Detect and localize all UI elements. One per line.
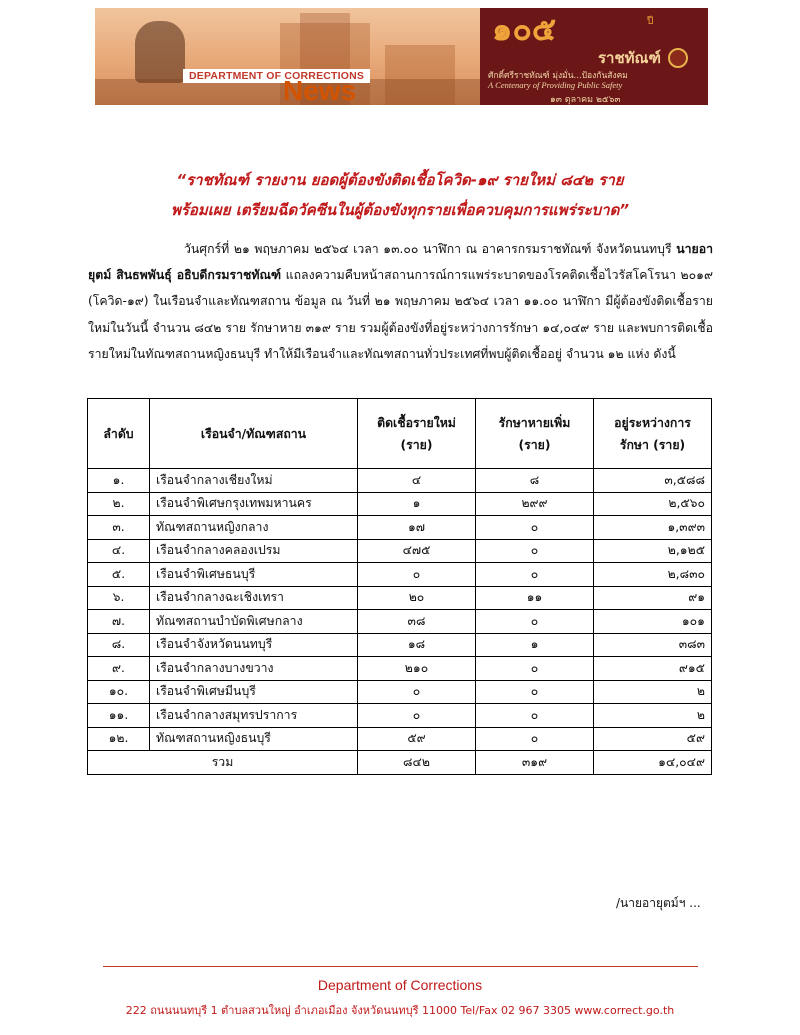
row-treating: ๒ — [594, 680, 712, 704]
table-row — [88, 704, 712, 728]
row-recovered: ๐ — [476, 704, 594, 728]
anniversary-slogan-en: A Centenary of Providing Public Safety — [488, 80, 623, 90]
anniversary-brand: ราชทัณฑ์ — [598, 49, 661, 67]
headline-line-2: พร้อมเผย เตรียมฉีดวัคซีนในผู้ต้องขังทุกรายเพื่อควบคุมการแพร่ระบาด” — [170, 201, 630, 219]
row-new: ๑๘ — [358, 633, 476, 657]
headline — [60, 165, 740, 225]
row-name: เรือนจำกลางฉะเชิงเทรา — [150, 586, 358, 610]
anniversary-suffix: ปี — [647, 16, 654, 27]
row-no: ๑๒. — [88, 727, 150, 751]
row-treating: ๑,๓๙๓ — [594, 516, 712, 540]
anniversary-slogan: ศักดิ์ศรีราชทัณฑ์ มุ่งมั่น...ป้องกันสังคม — [488, 71, 628, 81]
row-recovered: ๑ — [476, 633, 594, 657]
row-name: ทัณฑสถานหญิงธนบุรี — [150, 727, 358, 751]
guard-silhouette — [135, 21, 185, 83]
table-row — [88, 727, 712, 751]
row-no: ๑. — [88, 469, 150, 493]
infection-table — [87, 398, 712, 775]
footer-divider — [103, 966, 698, 967]
banner-photo-panel — [95, 8, 480, 105]
row-no: ๔. — [88, 539, 150, 563]
total-recovered: ๓๑๙ — [476, 751, 594, 775]
row-treating: ๒ — [594, 704, 712, 728]
row-name: เรือนจำกลางเชียงใหม่ — [150, 469, 358, 493]
row-new: ๐ — [358, 680, 476, 704]
header-treating-line2: รักษา (ราย) — [619, 437, 686, 452]
row-new: ๓๘ — [358, 610, 476, 634]
row-new: ๔๗๕ — [358, 539, 476, 563]
row-treating: ๑๐๑ — [594, 610, 712, 634]
row-new: ๐ — [358, 704, 476, 728]
row-no: ๓. — [88, 516, 150, 540]
row-recovered: ๐ — [476, 516, 594, 540]
row-treating: ๕๙ — [594, 727, 712, 751]
total-label: รวม — [88, 751, 358, 775]
row-recovered: ๐ — [476, 680, 594, 704]
row-no: ๑๐. — [88, 680, 150, 704]
table-header-row — [88, 399, 712, 469]
headline-line-1: “ราชทัณฑ์ รายงาน ยอดผู้ต้องขังติดเชื้อโควิด-๑๙ รายใหม่ ๘๔๒ ราย — [176, 171, 624, 189]
row-new: ๐ — [358, 563, 476, 587]
row-name: เรือนจำพิเศษธนบุรี — [150, 563, 358, 587]
header-recovered-line1: รักษาหายเพิ่ม — [498, 415, 571, 430]
footer-address: 222 ถนนนนทบุรี 1 ตำบลสวนใหญ่ อำเภอเมือง จังหวัดนนทบุรี 11000 Tel/Fax 02 967 3305 www.correct.go.th — [125, 1004, 675, 1017]
article-paragraph — [88, 236, 713, 367]
header-new — [358, 399, 476, 469]
row-name: เรือนจำพิเศษมีนบุรี — [150, 680, 358, 704]
anniversary-panel — [480, 8, 708, 105]
anniversary-date: ๑๓ ตุลาคม ๒๕๖๓ — [550, 95, 621, 105]
table-body — [88, 469, 712, 751]
row-recovered: ๐ — [476, 657, 594, 681]
total-new: ๘๔๒ — [358, 751, 476, 775]
header-new-line1: ติดเชื้อรายใหม่ — [377, 415, 456, 430]
table-row — [88, 516, 712, 540]
table-row — [88, 539, 712, 563]
table-row — [88, 680, 712, 704]
row-new: ๒๑๐ — [358, 657, 476, 681]
paragraph-text: แถลงความคืบหน้าสถานการณ์การแพร่ระบาดของโรคติดเชื้อไวรัสโคโรนา ๒๐๑๙ (โควิด-๑๙) ในเรือนจำและทัณฑสถาน ข้อมูล ณ วันที่ ๒๑ พฤษภาคม ๒๕๖๔ เวลา ๑๑.๐๐ นาฬิกา มีผู้ต้องขังติดเชื้อรายใหม่ในวันนี้ จำนวน ๘๔๒ ราย รักษาหาย ๓๑๙ ราย รวมผู้ต้องขังที่อยู่ระหว่างการรักษา ๑๔,๐๔๙ ราย และพบการติดเชื้อรายใหม่ในทัณฑสถานหญิงธนบุรี ทำให้มีเรือนจำและทัณฑสถานทั่วประเทศที่พบผู้ติดเชื้ออยู่ จำนวน ๑๒ แห่ง ดังนี้ — [88, 268, 713, 361]
row-recovered: ๒๙๙ — [476, 492, 594, 516]
header-recovered — [476, 399, 594, 469]
row-no: ๖. — [88, 586, 150, 610]
row-no: ๕. — [88, 563, 150, 587]
speaker-name: นายอายุตม์ สินธพพันธุ์ อธิบดีกรมราชทัณฑ์ — [88, 242, 713, 283]
header-recovered-line2: (ราย) — [518, 437, 551, 452]
row-new: ๕๙ — [358, 727, 476, 751]
row-new: ๑๗ — [358, 516, 476, 540]
row-no: ๙. — [88, 657, 150, 681]
row-no: ๘. — [88, 633, 150, 657]
table-row — [88, 492, 712, 516]
row-new: ๔ — [358, 469, 476, 493]
table-total-row — [88, 751, 712, 775]
header-treating — [594, 399, 712, 469]
row-treating: ๓,๕๘๘ — [594, 469, 712, 493]
news-banner — [95, 8, 708, 105]
row-name: เรือนจำกลางบางขวาง — [150, 657, 358, 681]
department-emblem-icon — [668, 48, 688, 68]
row-recovered: ๐ — [476, 563, 594, 587]
footer-dept: Department of Corrections — [317, 977, 483, 993]
row-recovered: ๑๑ — [476, 586, 594, 610]
row-recovered: ๐ — [476, 610, 594, 634]
row-recovered: ๐ — [476, 727, 594, 751]
row-name: เรือนจำจังหวัดนนทบุรี — [150, 633, 358, 657]
row-name: เรือนจำพิเศษกรุงเทพมหานคร — [150, 492, 358, 516]
header-name: เรือนจำ/ทัณฑสถาน — [150, 399, 358, 469]
header-new-line2: (ราย) — [400, 437, 433, 452]
row-no: ๗. — [88, 610, 150, 634]
banner-news-label: News — [283, 75, 357, 105]
row-treating: ๙๑๕ — [594, 657, 712, 681]
row-no: ๒. — [88, 492, 150, 516]
row-treating: ๒,๘๓๐ — [594, 563, 712, 587]
header-treating-line1: อยู่ระหว่างการ — [614, 415, 691, 430]
continue-note: /นายอายุตม์ฯ ... — [616, 896, 701, 910]
row-name: ทัณฑสถานหญิงกลาง — [150, 516, 358, 540]
table-row — [88, 657, 712, 681]
table-row — [88, 586, 712, 610]
row-treating: ๒,๑๒๕ — [594, 539, 712, 563]
row-recovered: ๘ — [476, 469, 594, 493]
total-treating: ๑๔,๐๔๙ — [594, 751, 712, 775]
row-new: ๒๐ — [358, 586, 476, 610]
row-new: ๑ — [358, 492, 476, 516]
row-treating: ๙๑ — [594, 586, 712, 610]
row-treating: ๒,๕๖๐ — [594, 492, 712, 516]
row-treating: ๓๘๓ — [594, 633, 712, 657]
row-recovered: ๐ — [476, 539, 594, 563]
intro-text: วันศุกร์ที่ ๒๑ พฤษภาคม ๒๕๖๔ เวลา ๑๓.๐๐ นาฬิกา ณ อาคารกรมราชทัณฑ์ จังหวัดนนทบุรี — [184, 242, 672, 256]
row-name: เรือนจำกลางสมุทรปราการ — [150, 704, 358, 728]
table-row — [88, 610, 712, 634]
banner-dept-label: DEPARTMENT OF CORRECTIONS — [183, 69, 370, 83]
table-row — [88, 469, 712, 493]
article-body — [88, 236, 713, 367]
row-name: เรือนจำกลางคลองเปรม — [150, 539, 358, 563]
header-no: ลำดับ — [88, 399, 150, 469]
table-row — [88, 563, 712, 587]
row-no: ๑๑. — [88, 704, 150, 728]
table-row — [88, 633, 712, 657]
row-name: ทัณฑสถานบำบัดพิเศษกลาง — [150, 610, 358, 634]
anniversary-number: ๑๐๕ — [492, 10, 557, 48]
